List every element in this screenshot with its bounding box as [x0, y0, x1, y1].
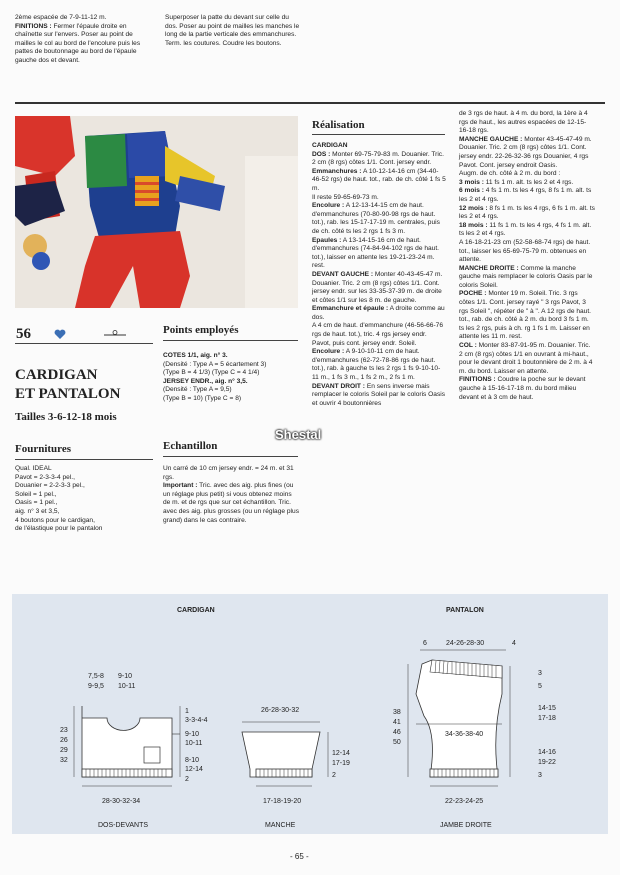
paragraph-text: Augm. de ch. côté à 2 m. du bord :	[459, 170, 561, 178]
jambe-left: 41	[393, 719, 401, 726]
jambe-r4: 17-18	[538, 715, 556, 722]
sizes: Tailles 3-6-12-18 mois	[15, 411, 117, 423]
fournitures-list	[15, 465, 153, 534]
jambe-bottom: 22-23-24-25	[445, 798, 484, 805]
paragraph-label: MANCHE GAUCHE :	[459, 135, 523, 143]
paragraph-text: 11 fs 1 m. alt. ts les 2 et 4 rgs.	[483, 178, 574, 186]
realisation-paragraph	[459, 265, 595, 291]
dos-left: 26	[60, 737, 68, 744]
paragraph-label: 18 mois :	[459, 221, 488, 229]
paragraph-text: A droite comme au dos.	[312, 305, 445, 321]
jambe-r7: 3	[538, 772, 542, 779]
paragraph-text: Monter 69-75-79-83 m. Douanier. Tric. 2 cm (8 rgs) côtes 1/1. Cont. jersey endr.	[312, 150, 444, 167]
realisation-paragraph	[459, 342, 595, 376]
realisation-paragraph	[312, 322, 446, 348]
dos-r6: 12-14	[185, 766, 203, 773]
finitions-text: Fermer l'épaule droite en chaînette sur l'envers. Poser au point de mailles le col au bord de l'encolure puis les pattes de boutonnage au bord de l'épaule gauche dos et devant.	[15, 22, 141, 64]
realisation-paragraph	[459, 290, 595, 342]
realisation-paragraph	[459, 179, 595, 188]
heart-icon	[54, 327, 66, 339]
points-line: (Type B = 4 1/3) (Type C = 4 1/4)	[163, 369, 260, 377]
points-rule	[163, 340, 298, 341]
realisation-rule	[312, 134, 445, 135]
realisation-paragraph	[312, 168, 446, 194]
important-label: Important :	[163, 482, 198, 490]
diagram-panel	[12, 594, 608, 834]
jambe-caption: JAMBE DROITE	[440, 822, 492, 829]
product-photo	[15, 116, 298, 308]
dos-left: 23	[60, 727, 68, 734]
photo-illustration	[15, 116, 298, 308]
paragraph-label: DEVANT DROIT :	[312, 382, 365, 390]
manche-diagram	[242, 707, 350, 829]
realisation-paragraph	[459, 205, 595, 222]
paragraph-label: DOS :	[312, 150, 331, 158]
paragraph-text: Coudre la poche sur le devant gauche à 15-16-17-18 m. du bord milieu devant et à 3 cm de haut.	[459, 376, 586, 401]
realisation-col1	[312, 142, 446, 408]
jambe-mid: 34-36-38-40	[445, 731, 484, 738]
pattern-title	[15, 366, 120, 404]
jambe-r6: 19-22	[538, 759, 556, 766]
page-number: - 65 -	[290, 852, 309, 861]
dos-left: 29	[60, 747, 68, 754]
paragraph-text: Monter 83-87-91-95 m. Douanier. Tric. 2 cm (8 rgs) côtes 1/1 en ouvrant à mi-haut., pour le devant droit 1 boutonnière de 2 m. à 4 m. du bord. Laisser en attente.	[459, 342, 593, 375]
dos-left: 32	[60, 757, 68, 764]
points-line: (Type B = 10) (Type C = 8)	[163, 394, 242, 402]
points-title: Points employés	[163, 324, 239, 336]
echantillon-rule	[163, 456, 298, 457]
paragraph-text: En sens inverse mais remplacer le coloris Soleil par le coloris Oasis et ouvrir 4 boutonnières	[312, 382, 446, 407]
jambe-left: 46	[393, 729, 401, 736]
manche-r2: 17-19	[332, 760, 350, 767]
paragraph-text: A 10-12-14-16 cm (34-40-46-52 rgs) de haut. tot., rab. de ch. côté 1 fs 5 m.	[312, 167, 446, 192]
paragraph-text: Monter 40-43-45-47 m. Douanier. Tric. 2 cm (8 rgs) côtes 1/1. Cont. jersey endr. sur les 33-35-37-39 m. de droite et côtes 1/1 sur les 8 m. de gauche.	[312, 270, 443, 304]
dos-top-right2: 10-11	[118, 683, 136, 690]
dos-r3: 9-10	[185, 731, 200, 738]
paragraph-label: Encolure :	[312, 348, 345, 356]
realisation-paragraph	[312, 151, 446, 168]
jambe-top-mid: 24-26-28-30	[446, 640, 485, 647]
paragraph-label: CARDIGAN	[312, 142, 348, 149]
realisation-paragraph	[459, 187, 595, 204]
realisation-paragraph	[312, 271, 446, 305]
dos-caption: DOS-DEVANTS	[98, 822, 149, 829]
realisation-paragraph	[312, 194, 446, 203]
manche-top: 26-28-30-32	[261, 707, 300, 714]
paragraph-text: A 13-14-15-16 cm de haut. d'emmanchures (74-84-94-102 rgs de haut. tot.), laisser en attente les 19-21-23-24 m. rest.	[312, 236, 439, 270]
paragraph-label: DEVANT GAUCHE :	[312, 270, 374, 278]
paragraph-label: 6 mois :	[459, 187, 484, 195]
dos-bottom: 28-30-32-34	[102, 798, 141, 805]
schematic-diagrams	[12, 594, 608, 834]
manche-caption: MANCHE	[265, 822, 296, 829]
dos-r5: 8-10	[185, 757, 200, 764]
paragraph-text: de 3 rgs de haut. à 4 m. du bord, la 1ère à 4 rgs de haut., les autres espacées de 12-15-16-18 rgs.	[459, 110, 588, 135]
paragraph-label: Emmanchure et épaule :	[312, 305, 389, 313]
jambe-r5: 14-16	[538, 749, 556, 756]
realisation-paragraph	[459, 136, 595, 170]
fournitures-line: Oasis = 1 pel.,	[15, 499, 58, 507]
fournitures-line: 4 boutons pour le cardigan,	[15, 516, 95, 524]
top-left-line1: 2ème espacée de 7-9-11-12 m.	[15, 14, 107, 21]
top-middle-text: Superposer la patte du devant sur celle du dos. Poser au point de mailles les manches le long de la partie verticale des emmanchures. Term. les coutures. Coudre les boutons.	[165, 14, 300, 47]
paragraph-text: A 12-13-14-15 cm de haut. d'emmanchures (70-80-90-98 rgs de haut. tot.), rab. les 15-17-17-19 m. centrales, puis de ch. côté ts les 2 rgs 1 fs 3 m.	[312, 202, 440, 235]
paragraph-label: COL :	[459, 342, 477, 350]
pantalon-diagram-title: PANTALON	[446, 607, 484, 614]
echantillon-title: Echantillon	[163, 440, 218, 452]
dos-top-left2: 9-9,5	[88, 683, 104, 690]
paragraph-text: Monter 43-45-47-49 m. Douanier. Tric. 2 cm (8 rgs) côtes 1/1. Cont. jersey endr. 22-26-32-36 rgs Douanier, 4 rgs Pavot. Cont. jersey endroit Oasis.	[459, 135, 592, 169]
fournitures-line: Pavot = 2-3-3-4 pel.,	[15, 473, 75, 481]
paragraph-text: Monter 19 m. Soleil. Tric. 3 rgs côtes 1/1. Cont. jersey rayé " 3 rgs Pavot, 3 rgs Soleil ", répéter de " à ". A 12 rgs de haut. tot., rab. de ch. côté à 2 m. du bord 3 fs 1 m. ts les 2 rgs, puis à ch. rg 1 fs 1 m. Laisser en attente les 11 m. rest.	[459, 290, 592, 341]
paragraph-label: Epaules :	[312, 236, 342, 244]
paragraph-label: FINITIONS :	[459, 376, 496, 384]
finitions-label: FINITIONS :	[15, 22, 52, 30]
dos-r1: 1	[185, 708, 189, 715]
paragraph-label: Encolure :	[312, 202, 345, 210]
echantillon-line1: Un carré de 10 cm jersey endr. = 24 m. et 31 rgs.	[163, 465, 294, 481]
fournitures-line: Douanier = 2-2-3-3 pel.,	[15, 482, 85, 490]
points-list	[163, 352, 301, 404]
fournitures-line: de l'élastique pour le pantalon	[15, 525, 103, 533]
watermark: Shestal	[275, 427, 322, 442]
paragraph-label: MANCHE DROITE :	[459, 264, 519, 272]
paragraph-text: Comme la manche gauche mais remplacer le coloris Oasis par le coloris Soleil.	[459, 264, 593, 289]
fournitures-line: aig. n° 3 et 3,5,	[15, 507, 60, 515]
header-rule	[15, 343, 153, 344]
dos-top-left1: 7,5-8	[88, 673, 104, 680]
dos-top-right1: 9-10	[118, 673, 133, 680]
realisation-paragraph	[312, 348, 446, 382]
jambe-r3: 14-15	[538, 705, 556, 712]
paragraph-text: A 16-18-21-23 cm (52-58-68-74 rgs) de haut. tot., laisser les 65-69-75-79 m. obtenues en attente.	[459, 238, 591, 264]
realisation-paragraph	[312, 202, 446, 236]
paragraph-text: A 4 cm de haut. d'emmanchure (46-56-66-76 rgs de haut. tot.), tric. 4 rgs jersey endr. Pavot, puis cont. jersey endr. Soleil.	[312, 322, 444, 347]
manche-r1: 12-14	[332, 750, 350, 757]
fournitures-title: Fournitures	[15, 443, 72, 455]
top-divider	[15, 102, 605, 104]
realisation-paragraph	[459, 222, 595, 239]
paragraph-label: 3 mois :	[459, 178, 484, 186]
dos-r7: 2	[185, 776, 189, 783]
important-text: Tric. avec des aig. plus fines (ou un réglage plus petit) si vous obtenez moins de m. et de rgs que sur cet échantillon. Tric. avec des aig. plus grosses (ou un réglage plus grand) dans le cas contraire.	[163, 482, 299, 524]
jambe-droite-diagram	[393, 640, 556, 829]
knitting-needle-icon	[104, 326, 126, 336]
fournitures-line: Qual. IDEAL	[15, 465, 52, 472]
pattern-number: 56	[16, 326, 31, 342]
points-line: (Densité : Type A = 5 écartement 3)	[163, 360, 267, 368]
jambe-left: 50	[393, 739, 401, 746]
paragraph-text: 8 fs 1 m. ts les 4 rgs, 6 fs 1 m. alt. ts les 2 et 4 rgs.	[459, 204, 595, 221]
paragraph-text: Il reste 59-65-69-73 m.	[312, 193, 379, 201]
paragraph-text: 4 fs 1 m. ts les 4 rgs, 8 fs 1 m. alt. ts les 2 et 4 rgs.	[459, 187, 592, 203]
jambe-top-left: 6	[423, 640, 427, 647]
jambe-top-right: 4	[512, 640, 516, 647]
top-left-text	[15, 14, 153, 66]
echantillon-important	[163, 482, 299, 525]
points-line: (Densité : Type A = 9,5)	[163, 386, 232, 394]
cardigan-diagram-title: CARDIGAN	[177, 607, 215, 614]
paragraph-text: A 9-10-10-11 cm de haut. d'emmanchures (62-72-78-86 rgs de haut. tot.), rab. à gauche ts les 2 rgs 1 fs 9-10-10-11 m., 1 fs 3 m., 1 fs 2 m., 2 fs 1 m.	[312, 348, 441, 382]
title-line1: CARDIGAN	[15, 367, 98, 383]
fournitures-rule	[15, 459, 153, 460]
realisation-paragraph	[312, 383, 446, 409]
points-line: JERSEY ENDR., aig. n° 3,5.	[163, 377, 248, 385]
realisation-paragraph	[459, 376, 595, 402]
realisation-col2	[459, 110, 595, 402]
realisation-paragraph	[459, 170, 595, 179]
paragraph-label: Emmanchures :	[312, 167, 362, 175]
paragraph-text: 11 fs 1 m. ts les 4 rgs, 4 fs 1 m. alt. ts les 2 et 4 rgs.	[459, 221, 592, 238]
fournitures-line: Soleil = 1 pel.,	[15, 490, 57, 498]
paragraph-label: 12 mois :	[459, 204, 488, 212]
paragraph-label: POCHE :	[459, 290, 487, 298]
echantillon-text	[163, 465, 299, 525]
top-left-finitions	[15, 23, 153, 66]
points-line: COTES 1/1, aig. n° 3.	[163, 352, 228, 359]
realisation-paragraph	[459, 239, 595, 265]
realisation-paragraph	[459, 110, 595, 136]
dos-r4: 10-11	[185, 740, 203, 747]
title-line2: ET PANTALON	[15, 386, 121, 402]
jambe-r1: 3	[538, 670, 542, 677]
dos-r2: 3-3-4-4	[185, 717, 208, 724]
realisation-paragraph	[312, 237, 446, 271]
realisation-paragraph	[312, 142, 446, 151]
dos-devants-diagram	[60, 673, 208, 829]
realisation-title: Réalisation	[312, 119, 365, 131]
manche-bottom: 17-18-19-20	[263, 798, 302, 805]
jambe-r2: 5	[538, 683, 542, 690]
jambe-left: 38	[393, 709, 401, 716]
manche-r3: 2	[332, 772, 336, 779]
realisation-paragraph	[312, 305, 446, 322]
